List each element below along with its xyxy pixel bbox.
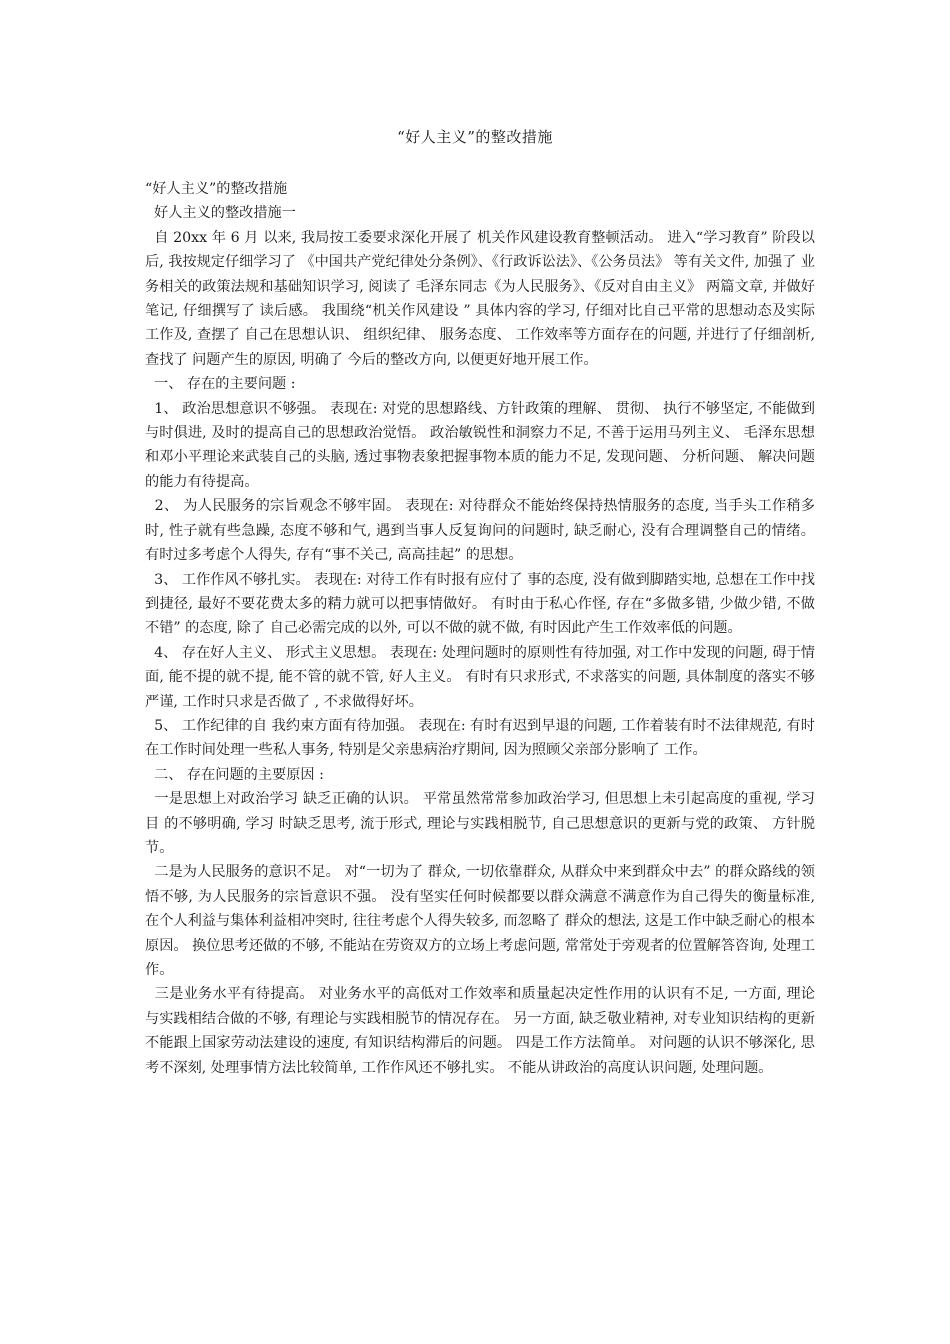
paragraph: “好人主义”的整改措施 [145,181,288,197]
paragraph: 一是思想上对政治学习 缺乏正确的认识。 平常虽然常常参加政治学习, 但思想上未引起高度的重视, 学习目 的不够明确, 学习 时缺乏思考, 流于形式, 理论与实践相脱节, 自己思想意识的更新与党的政策、 方针脱节。 [145,791,815,856]
paragraph: 三是业务水平有待提高。 对业务水平的高低对工作效率和质量起决定性作用的认识有不足, 一方面, 理论与实践相结合做的不够, 有理论与实践相脱节的情况存在。 另一方面, 缺乏敬业精神, 对专业知识结构的更新不能跟上国家劳动法建设的速度, 有知识结构滞后的问题。 四是工作方法简单。 对问题的认识不够深化, 思考不深刻, 处理事情方法比较简单, 工作作风还不够扎实。 不能从讲政治的高度认识问题, 处理问题。 [145,986,816,1076]
document-body [145,177,820,1080]
document-title: “好人主义”的整改措施 [397,128,553,146]
section-heading: 一、 存在的主要问题 : [145,376,296,393]
paragraph: 自 20xx 年 6 月 以来, 我局按工委要求深化开展了 机关作风建设教育整顿活动。 进入“学习教育” 阶段以后, 我按规定仔细学习了 《中国共产党纪律处分条例》、《行政诉讼法》、《公务员法》 等有关文件, 加强了 业务相关的政策法规和基础知识学习, 阅读了 毛泽东同志《为人民服务》、《反对自由主义》 两篇文章, 并做好笔记, 仔细撰写了 读后感。 我围绕“机关作风建设 ” 具体内容的学习, 仔细对比自己平常的思想动态及实际工作及, 查摆了 自己在思想认识、 组织纪律、 服务态度、 工作效率等方面存在的问题, 并进行了仔细剖析, 查找了 问题产生的原因, 明确了 今后的整改方向, 以便更好地开展工作。 [145,229,820,368]
paragraph: 二是为人民服务的意识不足。 对“一切为了 群众, 一切依靠群众, 从群众中来到群众中去” 的群众路线的领悟不够, 为人民服务的宗旨意识不强。 没有坚实任何时候都要以群众满意不满意作为自己得失的衡量标准, 在个人利益与集体利益相冲突时, 往往考虑个人得失较多, 而忽略了 群众的想法, 这是工作中缺乏耐心的根本原因。 换位思考还做的不够, 不能站在劳资双方的立场上考虑问题, 常常处于旁观者的位置解答咨询, 处理工作。 [145,864,820,978]
paragraph: 1、 政治思想意识不够强。 表现在: 对党的思想路线、方针政策的理解、 贯彻、 执行不够坚定, 不能做到与时俱进, 及时的提高自己的思想政治觉悟。 政治敏锐性和洞察力不足, 不善于运用马列主义、 毛泽东思想和邓小平理论来武装自己的头脑, 透过事物表象把握事物本质的能力不足, 发现问题、 分析问题、 解决问题的能力有待提高。 [145,400,815,490]
paragraph: 4、 存在好人主义、 形式主义思想。 表现在: 处理问题时的原则性有待加强, 对工作中发现的问题, 碍于情面, 能不提的就不提, 能不管的就不管, 好人主义。 有时有只求形式, 不求落实的问题, 具体制度的落实不够严谨, 工作时只求是否做了 , 不求做得好坏。 [145,644,815,710]
section-heading: 二、 存在问题的主要原因 : [145,766,324,783]
paragraph: 好人主义的整改措施一 [145,205,296,222]
paragraph: 3、 工作作风不够扎实。 表现在: 对待工作有时报有应付了 事的态度, 没有做到脚踏实地, 总想在工作中找到捷径, 最好不要花费太多的精力就可以把事情做好。 有时由于私心作怪, 存在“多做多错, 少做少错, 不做不错” 的态度, 除了 自己必需完成的以外, 可以不做的就不做, 有时因此产生工作效率低的问题。 [145,571,815,637]
paragraph: 2、 为人民服务的宗旨观念不够牢固。 表现在: 对待群众不能始终保持热情服务的态度, 当手头工作稍多时, 性子就有些急躁, 态度不够和气, 遇到当事人反复询问的问题时, 缺乏耐心, 没有合理调整自己的情绪。 有时过多考虑个人得失, 存有“事不关己, 高高挂起” 的思想。 [145,498,820,564]
paragraph: 5、 工作纪律的自 我约束方面有待加强。 表现在: 有时有迟到早退的问题, 工作着装有时不法律规范, 有时在工作时间处理一些私人事务, 特别是父亲患病治疗期间, 因为照顾父亲部分影响了 工作。 [145,717,815,759]
